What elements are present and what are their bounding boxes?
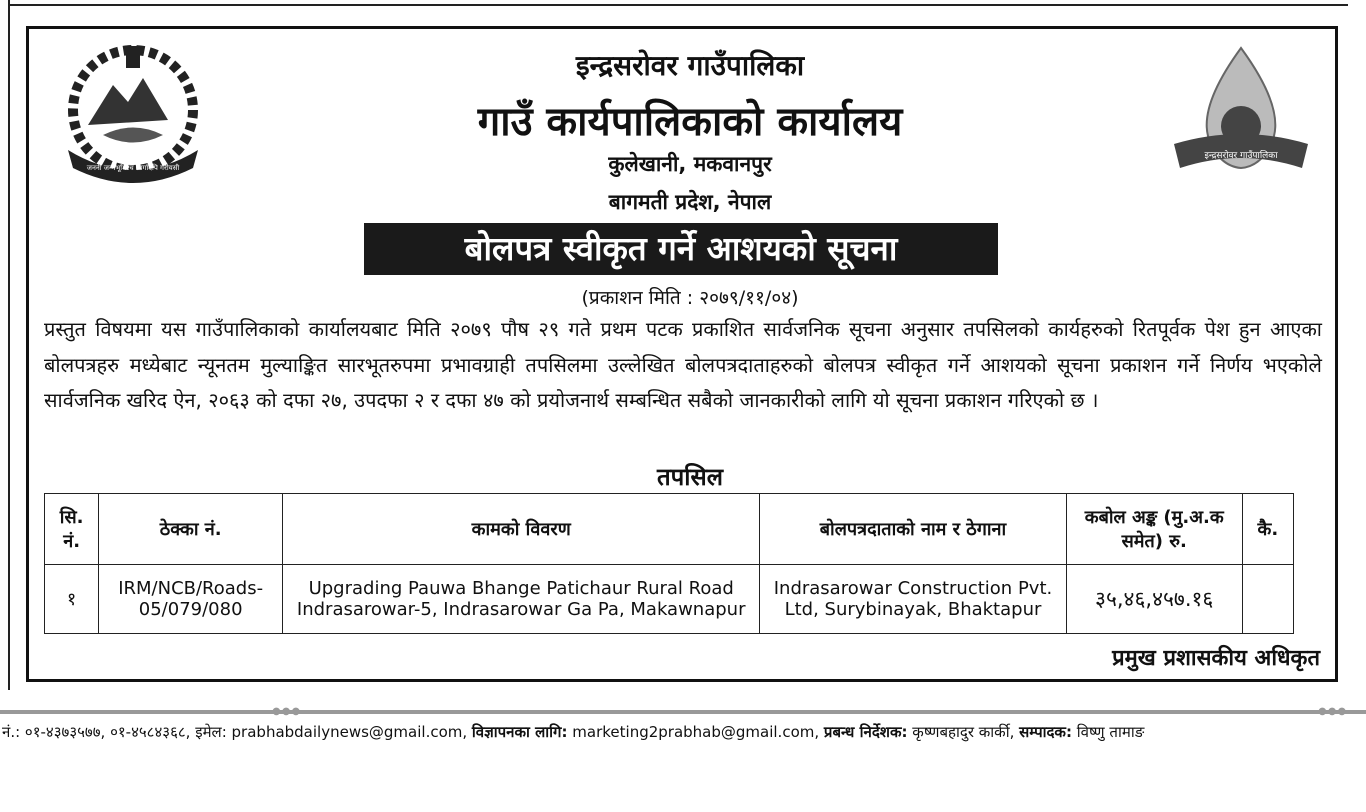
office-province: बागमती प्रदेश, नेपाल	[608, 190, 772, 214]
cell-contract-no: IRM/NCB/Roads-05/079/080	[99, 565, 283, 634]
cell-remarks	[1242, 565, 1293, 634]
cell-bidder: Indrasarowar Construction Pvt. Ltd, Surybinayak, Bhaktapur	[760, 565, 1066, 634]
municipality-logo-icon	[1170, 44, 1312, 184]
footer-ad-email: marketing2prabhab@gmail.com,	[572, 723, 820, 741]
signature-title: प्रमुख प्रशासकीय अधिकृत	[1112, 646, 1320, 671]
footer-editor-label: सम्पादक:	[1019, 723, 1072, 741]
svg-text:जननी जन्मभूमिश्च स्वर्गादपि गर: जननी जन्मभूमिश्च स्वर्गादपि गरीयसी	[86, 164, 180, 172]
footer-contact: नं.: ०१-४३७३५७७, ०१-४५८४३६८, इमेल: prabhabdailynews@gmail.com,	[2, 723, 468, 741]
cell-sn: १	[45, 565, 99, 634]
col-header-contract-no: ठेक्का नं.	[99, 494, 283, 565]
tapsil-heading: तपसिल	[656, 463, 724, 491]
cell-description: Upgrading Pauwa Bhange Patichaur Rural Road Indrasarowar-5, Indrasarowar Ga Pa, Makawnapur	[283, 565, 760, 634]
footer-divider	[0, 710, 1366, 714]
divider-ornament: ●●●	[272, 706, 302, 717]
table-row	[45, 565, 1294, 634]
footer-director-label: प्रबन्ध निर्देशक:	[823, 723, 908, 741]
nepal-emblem-icon	[48, 40, 218, 190]
publication-date: (प्रकाशन मिति : २०७९/११/०४)	[581, 287, 799, 309]
footer-ad-label: विज्ञापनका लागि:	[471, 723, 568, 741]
col-header-amount: कबोल अङ्क (मु.अ.क समेत) रु.	[1066, 494, 1242, 565]
svg-text:इन्द्रसरोवर गाउँपालिका: इन्द्रसरोवर गाउँपालिका	[1204, 151, 1278, 161]
notice-body-text: प्रस्तुत विषयमा यस गाउँपालिकाको कार्यालयबाट मिति २०७९ पौष २९ गते प्रथम पटक प्रकाशित सार्वजनिक सूचना अनुसार तपसिलको कार्यहरुको रितपूर्वक पेश हुन आएका बोलपत्रहरु मध्येबाट न्यूनतम मुल्याङ्कित सारभूतरुपमा प्रभावग्राही तपसिलमा उल्लेखित बोलपत्रदाताहरुको बोलपत्र स्वीकृत गर्ने आशयको सूचना प्रकाशन गर्ने निर्णय भएकोले सार्वजनिक खरिद ऐन, २०६३ को दफा २७, उपदफा २ र दफा ४७ को प्रयोजनार्थ सम्बन्धित सबैको जानकारीको लागि यो सूचना प्रकाशन गरिएको छ ।	[44, 317, 1322, 412]
page-top-rule	[8, 4, 1348, 6]
col-header-sn: सि. नं.	[45, 494, 99, 565]
page-left-border	[0, 0, 10, 690]
col-header-description: कामको विवरण	[283, 494, 760, 565]
divider-ornament: ●●●	[1318, 706, 1348, 717]
office-location: कुलेखानी, मकवानपुर	[608, 152, 772, 176]
table-header-row	[45, 494, 1294, 565]
cell-amount: ३५,४६,४५७.१६	[1066, 565, 1242, 634]
municipality-name: इन्द्रसरोवर गाउँपालिका	[575, 49, 805, 82]
footer-director: कृष्णबहादुर कार्की,	[912, 723, 1015, 741]
col-header-remarks: कै.	[1242, 494, 1293, 565]
footer-editor: विष्णु तामाङ	[1076, 723, 1145, 741]
newspaper-footer	[2, 722, 1366, 742]
notice-title-banner: बोलपत्र स्वीकृत गर्ने आशयको सूचना	[364, 223, 998, 275]
office-name: गाउँ कार्यपालिकाको कार्यालय	[477, 99, 903, 145]
contract-table	[44, 493, 1294, 634]
col-header-bidder: बोलपत्रदाताको नाम र ठेगाना	[760, 494, 1066, 565]
